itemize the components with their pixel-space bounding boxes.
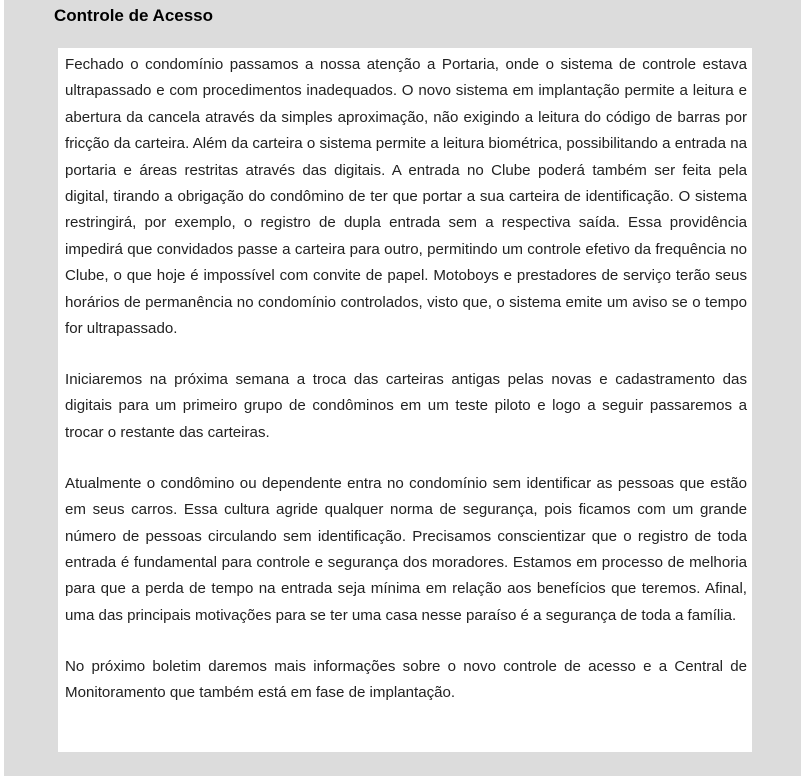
article-paragraph-3: Atualmente o condômino ou dependente entra no condomínio sem identificar as pessoas que estão em seus carros. Essa cultura agride qualquer norma de segurança, pois ficamos com um grande número de pessoas circulando sem identificação. Precisamos conscientizar que o registro de toda entrada é fundamental para controle e segurança dos moradores. Estamos em processo de melhoria para que a perda de tempo na entrada seja mínima em relação aos benefícios que teremos. Afinal, uma das principais motivações para se ter uma casa nesse paraíso é a segurança de toda a família. [65,474,747,624]
article-paragraph-4: No próximo boletim daremos mais informações sobre o novo controle de acesso e a Central de Monitoramento que também está em fase de implantação. [65,657,747,702]
article-panel [4,0,801,776]
article-body [58,48,752,752]
article-title: Controle de Acesso [54,6,214,25]
article-paragraph-2: Iniciaremos na próxima semana a troca das carteiras antigas pelas novas e cadastramento das digitais para um primeiro grupo de condôminos em um teste piloto e logo a seguir passaremos a trocar o restante das carteiras. [65,370,747,441]
article-paragraph-1: Fechado o condomínio passamos a nossa atenção a Portaria, onde o sistema de controle estava ultrapassado e com procedimentos inadequados. O novo sistema em implantação permite a leitura e abertura da cancela através da simples aproximação, não exigindo a leitura do código de barras por fricção da carteira. Além da carteira o sistema permite a leitura biométrica, possibilitando a entrada na portaria e áreas restritas através das digitais. A entrada no Clube poderá também ser feita pela digital, tirando a obrigação do condômino de ter que portar a sua carteira de identificação. O sistema restringirá, por exemplo, o registro de dupla entrada sem a respectiva saída. Essa providência impedirá que convidados passe a carteira para outro, permitindo um controle efetivo da frequência no Clube, o que hoje é impossível com convite de papel. Motoboys e prestadores de serviço terão seus horários de permanência no condomínio controlados, visto que, o sistema emite um aviso se o tempo for ultrapassado. [65,56,747,338]
